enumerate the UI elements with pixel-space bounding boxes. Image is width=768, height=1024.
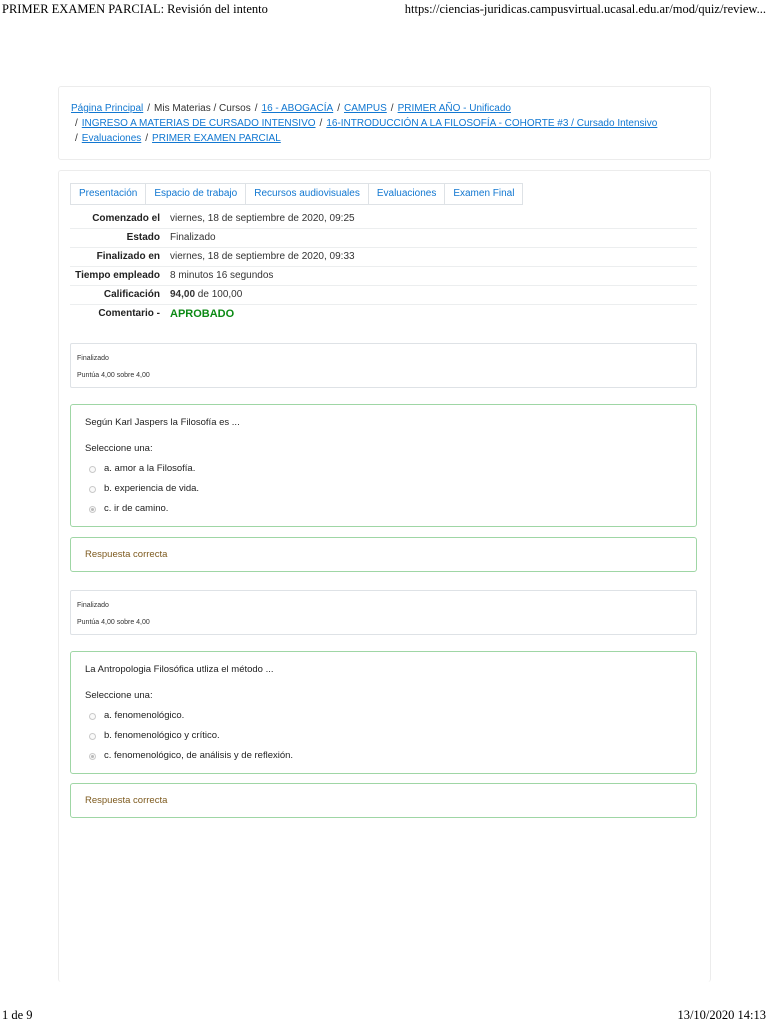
print-header — [0, 0, 768, 20]
summary-row-finalizado — [70, 248, 697, 267]
breadcrumb-separator: / — [147, 103, 151, 114]
breadcrumb-abogacia-link[interactable]: 16 - ABOGACÍA — [261, 103, 334, 114]
breadcrumb-primer-anio-link[interactable]: PRIMER AÑO - Unificado — [397, 103, 511, 114]
breadcrumb-separator: / — [254, 103, 258, 114]
course-tabs — [70, 183, 522, 205]
answer-option[interactable] — [85, 706, 682, 726]
breadcrumb-separator: / — [390, 103, 394, 114]
breadcrumb-separator: / — [337, 103, 340, 114]
breadcrumb-curso-link[interactable]: 16-INTRODUCCIÓN A LA FILOSOFÍA - COHORTE #3 / Cursado Intensivo — [326, 118, 658, 129]
question-box — [70, 651, 697, 774]
summary-value: 8 minutos 16 segundos — [170, 270, 274, 281]
breadcrumb-evaluaciones-link[interactable]: Evaluaciones — [81, 133, 142, 144]
tab-recursos-audiovisuales[interactable]: Recursos audiovisuales — [245, 183, 369, 205]
summary-value: viernes, 18 de septiembre de 2020, 09:33 — [170, 251, 355, 262]
radio-button-selected[interactable] — [89, 753, 96, 760]
question-score: Puntúa 4,00 sobre 4,00 — [77, 372, 150, 379]
summary-value — [170, 305, 697, 325]
print-header-title: PRIMER EXAMEN PARCIAL: Revisión del intento — [2, 2, 268, 16]
radio-button[interactable] — [89, 466, 96, 473]
summary-row-calificacion — [70, 286, 697, 305]
feedback-box — [70, 783, 697, 818]
breadcrumb-separator: / — [145, 133, 149, 144]
question-box — [70, 404, 697, 527]
answer-option-label: a. fenomenológico. — [104, 710, 185, 721]
question-score: Puntúa 4,00 sobre 4,00 — [77, 619, 150, 626]
grade-max: de 100,00 — [195, 289, 243, 300]
radio-button[interactable] — [89, 486, 96, 493]
breadcrumb-separator: / — [319, 118, 323, 129]
question-status: Finalizado — [77, 602, 109, 609]
print-footer-datetime: 13/10/2020 14:13 — [677, 1008, 766, 1022]
answer-option[interactable] — [85, 746, 682, 766]
question-text: La Antropologia Filosófica utliza el método ... — [85, 664, 274, 675]
summary-row-comentario — [70, 305, 697, 325]
feedback-text: Respuesta correcta — [85, 549, 168, 560]
answer-option[interactable] — [85, 499, 682, 519]
print-footer-page: 1 de 9 — [2, 1008, 33, 1022]
feedback-box — [70, 537, 697, 572]
breadcrumb — [58, 86, 711, 160]
summary-label: Comenzado el — [92, 213, 160, 224]
question-info-box — [70, 590, 697, 635]
summary-row-comenzado — [70, 210, 697, 229]
answer-option-label: c. fenomenológico, de análisis y de reflexión. — [104, 750, 294, 761]
answer-option[interactable] — [85, 726, 682, 746]
answer-option-label: b. experiencia de vida. — [104, 483, 200, 494]
feedback-text: Respuesta correcta — [85, 795, 168, 806]
summary-value: viernes, 18 de septiembre de 2020, 09:25 — [170, 213, 355, 224]
answer-option-label: b. fenomenológico y crítico. — [104, 730, 220, 741]
summary-value — [170, 286, 697, 305]
answer-option-label: a. amor a la Filosofía. — [104, 463, 196, 474]
breadcrumb-campus-link[interactable]: CAMPUS — [344, 103, 387, 114]
summary-value: Finalizado — [170, 232, 216, 243]
answer-option[interactable] — [85, 479, 682, 499]
summary-label: Calificación — [103, 289, 160, 300]
summary-label: Estado — [126, 232, 160, 243]
status-badge: APROBADO — [170, 308, 235, 320]
breadcrumb-home-link[interactable]: Página Principal — [71, 103, 144, 114]
radio-button[interactable] — [89, 733, 96, 740]
breadcrumb-ingreso-link[interactable]: INGRESO A MATERIAS DE CURSADO INTENSIVO — [81, 118, 316, 129]
tab-espacio-de-trabajo[interactable]: Espacio de trabajo — [145, 183, 246, 205]
question-prompt: Seleccione una: — [85, 443, 153, 454]
print-header-url: https://ciencias-juridicas.campusvirtual.ucasal.edu.ar/mod/quiz/review... — [404, 2, 766, 16]
question-info-box — [70, 343, 697, 388]
grade-score: 94,00 — [170, 289, 196, 300]
breadcrumb-examen-link[interactable]: PRIMER EXAMEN PARCIAL — [152, 133, 281, 144]
breadcrumb-mis-materias: Mis Materias / Cursos — [154, 103, 251, 114]
tab-presentacion[interactable]: Presentación — [70, 183, 146, 205]
radio-button[interactable] — [89, 713, 96, 720]
breadcrumb-separator: / — [75, 133, 78, 144]
attempt-summary-table — [70, 210, 697, 324]
question-prompt: Seleccione una: — [85, 690, 153, 701]
summary-row-estado — [70, 229, 697, 248]
summary-label: Tiempo empleado — [75, 270, 160, 281]
breadcrumb-separator: / — [75, 118, 78, 129]
summary-row-tiempo — [70, 267, 697, 286]
summary-label: Finalizado en — [96, 251, 160, 262]
question-status: Finalizado — [77, 355, 109, 362]
summary-label: Comentario - — [98, 308, 160, 319]
print-footer — [0, 1008, 768, 1024]
tab-examen-final[interactable]: Examen Final — [444, 183, 523, 205]
tab-evaluaciones[interactable]: Evaluaciones — [368, 183, 445, 205]
answer-option[interactable] — [85, 459, 682, 479]
answer-option-label: c. ir de camino. — [104, 503, 169, 514]
question-text: Según Karl Jaspers la Filosofía es ... — [85, 417, 240, 428]
radio-button-selected[interactable] — [89, 506, 96, 513]
